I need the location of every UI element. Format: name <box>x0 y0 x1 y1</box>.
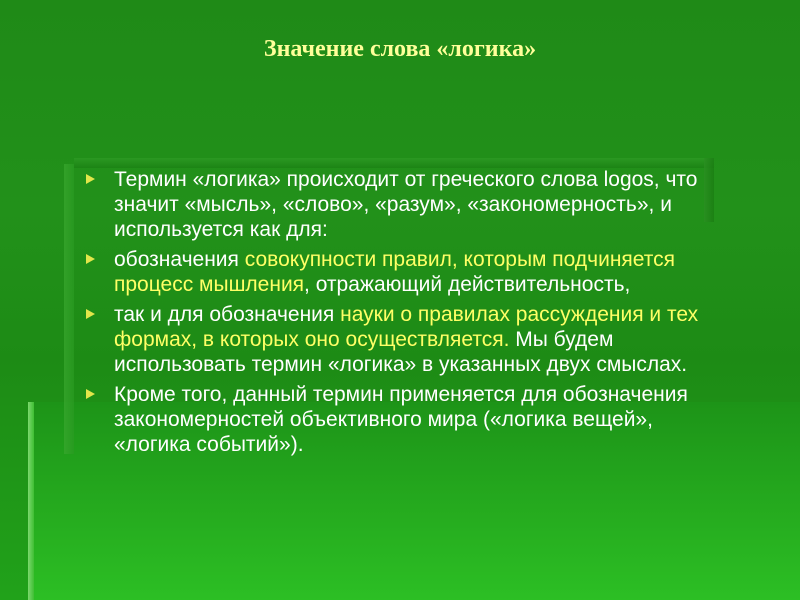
bullet-item <box>86 382 726 457</box>
highlighted-text: совокупности правил, которым подчиняется процесс мышления <box>114 248 676 296</box>
bullet-triangle-icon <box>86 254 95 264</box>
bullet-text: так и для обозначения <box>114 303 341 326</box>
decorative-stripe-left <box>64 164 74 454</box>
bullet-text: Мы будем использовать термин «логика» в указанных двух смыслах. <box>114 328 688 376</box>
bullet-text: , отражающий действительность, <box>304 273 631 296</box>
bullet-text: обозначения <box>114 248 245 271</box>
bullet-text: Термин «логика» происходит от греческого слова logos, что значит «мысль», «слово», «разум», «закономерность», и используется как для: <box>114 168 698 241</box>
bullet-item <box>86 167 726 242</box>
bullet-item <box>86 302 726 377</box>
slide-title: Значение слова «логика» <box>263 36 537 62</box>
bullet-text: Кроме того, данный термин применяется для обозначения закономерностей объективного мира («логика вещей», «логика событий»). <box>114 383 688 456</box>
bullet-triangle-icon <box>86 309 95 319</box>
bullet-triangle-icon <box>86 389 95 399</box>
bullet-list <box>86 167 726 462</box>
bullet-triangle-icon <box>86 174 95 184</box>
highlighted-text: науки о правилах рассуждения и тех формах, в которых оно осуществляется. <box>114 303 699 351</box>
bullet-item <box>86 247 726 297</box>
